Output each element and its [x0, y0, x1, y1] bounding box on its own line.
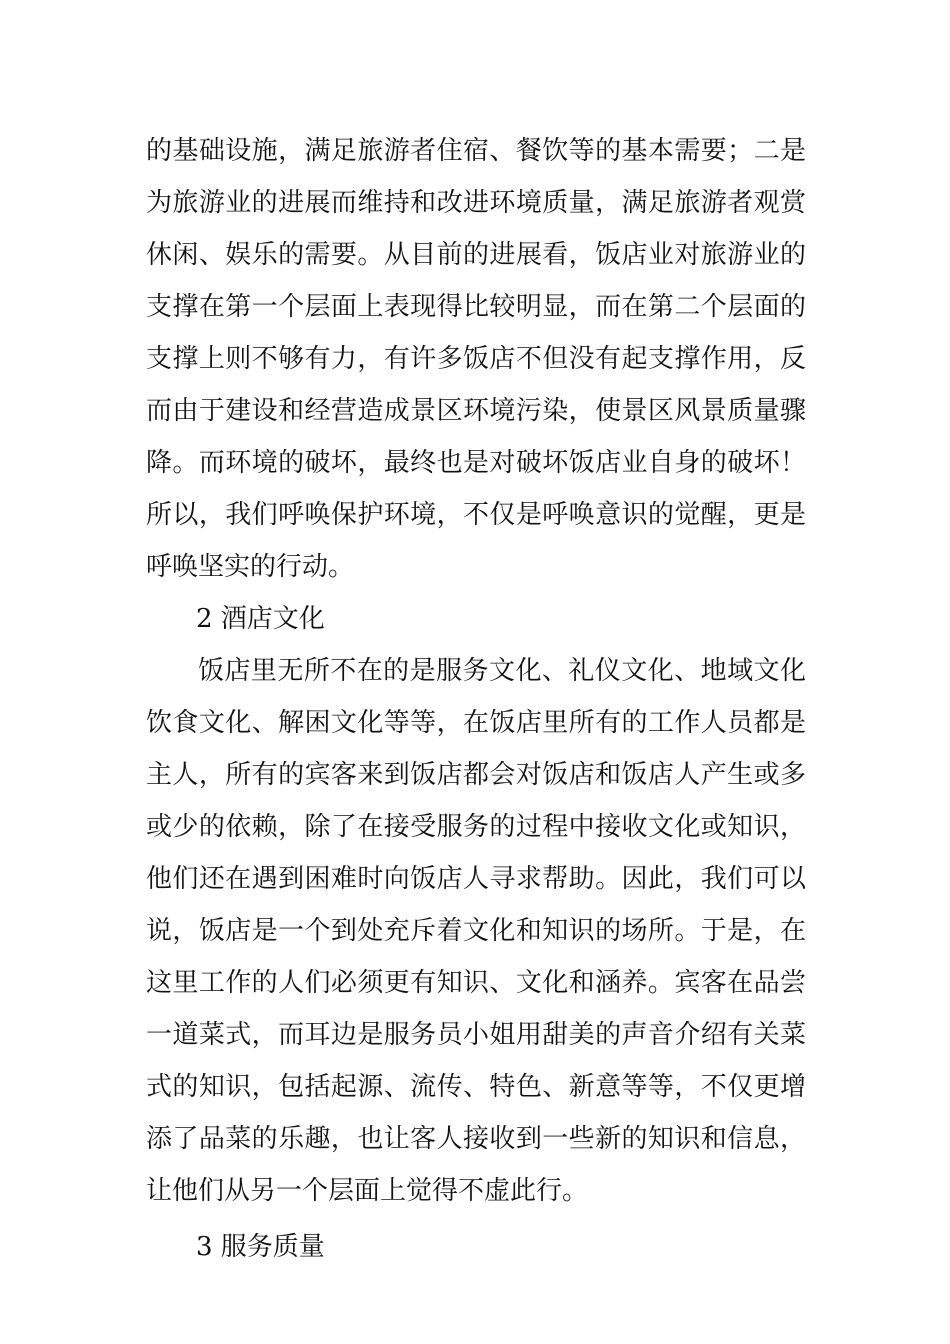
paragraph-line: 支撑上则不够有力，有许多饭店不但没有起支撑作用，反 [146, 344, 806, 374]
paragraph-line: 为旅游业的进展而维持和改进环境质量，满足旅游者观赏 [146, 188, 806, 218]
paragraph-line: 让他们从另一个层面上觉得不虚此行。 [146, 1176, 589, 1206]
paragraph-line: 而由于建设和经营造成景区环境污染，使景区风景质量骤 [146, 396, 806, 426]
paragraph-line: 呼唤坚实的行动。 [146, 552, 355, 582]
paragraph-environment [146, 125, 806, 593]
paragraph-line: 这里工作的人们必须更有知识、文化和涵养。宾客在品尝 [146, 968, 806, 998]
paragraph-hotel-culture [146, 645, 806, 1217]
paragraph-line: 说，饭店是一个到处充斥着文化和知识的场所。于是，在 [146, 916, 806, 946]
paragraph-line: 饮食文化、解困文化等等，在饭店里所有的工作人员都是 [146, 708, 806, 738]
section-heading-hotel-culture: 2 酒店文化 [196, 604, 325, 634]
section-heading-service-quality: 3 服务质量 [196, 1232, 325, 1262]
paragraph-line: 所以，我们呼唤保护环境，不仅是呼唤意识的觉醒，更是 [146, 500, 806, 530]
paragraph-line: 式的知识，包括起源、流传、特色、新意等等，不仅更增 [146, 1072, 806, 1102]
paragraph-line: 的基础设施，满足旅游者住宿、餐饮等的基本需要；二是 [146, 136, 806, 166]
paragraph-line: 支撑在第一个层面上表现得比较明显，而在第二个层面的 [146, 292, 806, 322]
document-body [146, 125, 806, 1273]
paragraph-line: 他们还在遇到困难时向饭店人寻求帮助。因此，我们可以 [146, 864, 806, 894]
paragraph-line: 饭店里无所不在的是服务文化、礼仪文化、地域文化 [198, 656, 806, 686]
paragraph-line: 一道菜式，而耳边是服务员小姐用甜美的声音介绍有关菜 [146, 1020, 806, 1050]
paragraph-line: 主人，所有的宾客来到饭店都会对饭店和饭店人产生或多 [146, 760, 806, 790]
paragraph-line: 或少的依赖，除了在接受服务的过程中接收文化或知识， [146, 812, 806, 842]
paragraph-line: 休闲、娱乐的需要。从目前的进展看，饭店业对旅游业的 [146, 240, 806, 270]
paragraph-line: 添了品菜的乐趣，也让客人接收到一些新的知识和信息， [146, 1124, 806, 1154]
paragraph-line: 降。而环境的破坏，最终也是对破坏饭店业自身的破坏！ [146, 448, 806, 478]
